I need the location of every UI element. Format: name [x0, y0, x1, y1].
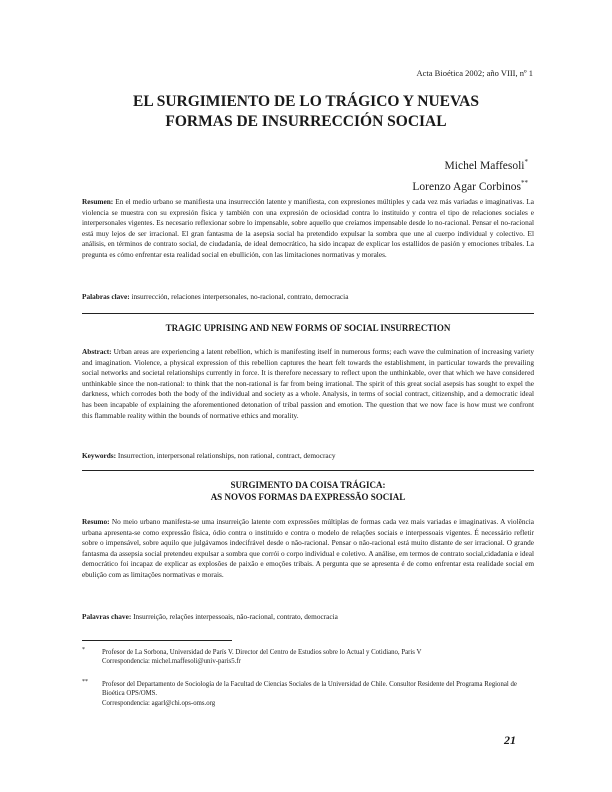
author-1: Michel Maffesoli*	[444, 158, 528, 172]
authors	[412, 154, 528, 196]
english-keywords-label: Keywords:	[82, 451, 117, 460]
footnote-2-line-2: Correspondencia: agarl@chi.ops-oms.org	[102, 699, 216, 707]
english-keywords	[82, 451, 534, 460]
english-heading: TRAGIC UPRISING AND NEW FORMS OF SOCIAL INSURRECTION	[165, 323, 451, 333]
spanish-keywords-text: insurrección, relaciones interpersonales, no-racional, contrato, democracia	[131, 292, 349, 301]
author-2: Lorenzo Agar Corbinos**	[412, 178, 528, 193]
article-title	[0, 92, 612, 132]
footnote-rule	[82, 640, 232, 641]
english-abstract	[82, 347, 534, 421]
portuguese-heading	[82, 479, 534, 503]
english-keywords-text: Insurrection, interpersonal relationships, non rational, contract, democracy	[117, 451, 336, 460]
spanish-abstract-label: Resumen:	[82, 197, 114, 206]
portuguese-keywords-text: Insurreição, relações interpessoais, não-racional, contrato, democracia	[133, 612, 338, 621]
spanish-keywords-label: Palabras clave:	[82, 292, 130, 301]
portuguese-abstract-text: No meio urbano manifesta-se uma insurreição latente com expressões múltiplas de formas cada vez mais variadas e imaginativas. A violência urbana apresenta-se como expressão física, ódio contra o instituído e contra o modelo de relações sociais e interpessoais vigentes. É necessário refletir sobre o impensável, sobre aquilo que julgávamos indecifrável desde o não-racional. Pensar o não-racional está muito distante de ser irracional. O grande fantasma da assepsia social pretendeu expulsar a sombra que corrói o corpo individual e coletivo. A análise, em termos de contrato social,cidadania e ideal democrático foi incapaz de explicar as explosões de paixão e emoções tribais. A pergunta que se apresenta é de como enfrentar esta realidade social em ebulição com as limitações normativas e morais.	[82, 517, 534, 579]
title-line-1: EL SURGIMIENTO DE LO TRÁGICO Y NUEVAS	[133, 93, 479, 110]
portuguese-keywords-label: Palavras chave:	[82, 612, 132, 621]
footnote-2	[82, 680, 534, 708]
english-abstract-text: Urban areas are experiencing a latent rebellion, which is manifesting itself in numerous forms; each wave the culmination of increasing variety and imagination. Violence, a physical expression of this rebellion captures the heart felt towards the establishment, in particular towards the prevailing social networks and societal relationships currently in force. It is therefore necessary to reflect upon the unthinkable, over that which we have considered unthinkable since the non-rational: to think that the non-rational is far from being irrational. The spirit of this great social asepsis has sought to expel the darkness, which corrodes both the body of the individual and society as a whole. Analysis, in terms of social contract, citizenship, and a democratic ideal has been incapable of explaining the aforementioned detonation of tribal passion and emotion. The question that we now face is how must we confront this flammable reality within the bounds of normative ethics and morality.	[82, 347, 534, 420]
footnote-2-mark: **	[82, 679, 88, 685]
footnote-1-line-1: Profesor de La Sorbona, Universidad de París V. Director del Centro de Estudios sobre lo Actual y Cotidiano, Paris V	[102, 649, 422, 656]
portuguese-abstract	[82, 517, 534, 581]
divider-1	[82, 313, 534, 314]
portuguese-heading-line-1: SURGIMENTO DA COISA TRÁGICA:	[230, 480, 386, 490]
spanish-keywords	[82, 292, 534, 301]
footnote-1-line-2: Correspondencia: michel.maffesoli@univ-paris5.fr	[102, 658, 241, 666]
portuguese-abstract-label: Resumo:	[82, 517, 110, 526]
divider-2	[82, 470, 534, 471]
footnote-1	[82, 648, 534, 667]
english-abstract-label: Abstract:	[82, 347, 112, 356]
spanish-abstract	[82, 197, 534, 261]
portuguese-keywords	[82, 612, 534, 621]
spanish-abstract-text: En el medio urbano se manifiesta una insurrección latente y manifiesta, con expresiones múltiples y cada vez más variadas e imaginativas. La violencia se muestra con su expresión física y también con una expresión de ociosidad contra lo instituido y contra el tipo de relaciones sociales e interpersonales vigentes. Es necesario reflexionar sobre lo impensable, sobre aquello que creíamos impensable desde lo no-racional. Pensar el no-racional está muy lejos de ser irracional. El gran fantasma de la asepsia social ha pretendido expulsar la sombra que une al cuerpo individual y colectivo. El análisis, en términos de contrato social, de ciudadanía, de ideal democrático, ha sido incapaz de explicar los estallidos de pasión y emociones tribales. La pregunta es cómo enfrentar esta realidad social en ebullición, con las limitaciones normativas y morales.	[82, 197, 535, 259]
title-line-2: FORMAS DE INSURRECCIÓN SOCIAL	[165, 113, 447, 130]
journal-citation: Acta Bioética 2002; año VIII, nº 1	[416, 68, 533, 78]
footnote-2-line-1: Profesor del Departamento de Sociología de la Facultad de Ciencias Sociales de la Universidad de Chile. Consultor Residente del Programa Regional de Bioética OPS/OMS.	[102, 681, 517, 698]
footnote-1-mark: *	[82, 647, 85, 653]
page-number: 21	[504, 733, 516, 747]
portuguese-heading-line-2: AS NOVOS FORMAS DA EXPRESSÃO SOCIAL	[210, 492, 406, 502]
